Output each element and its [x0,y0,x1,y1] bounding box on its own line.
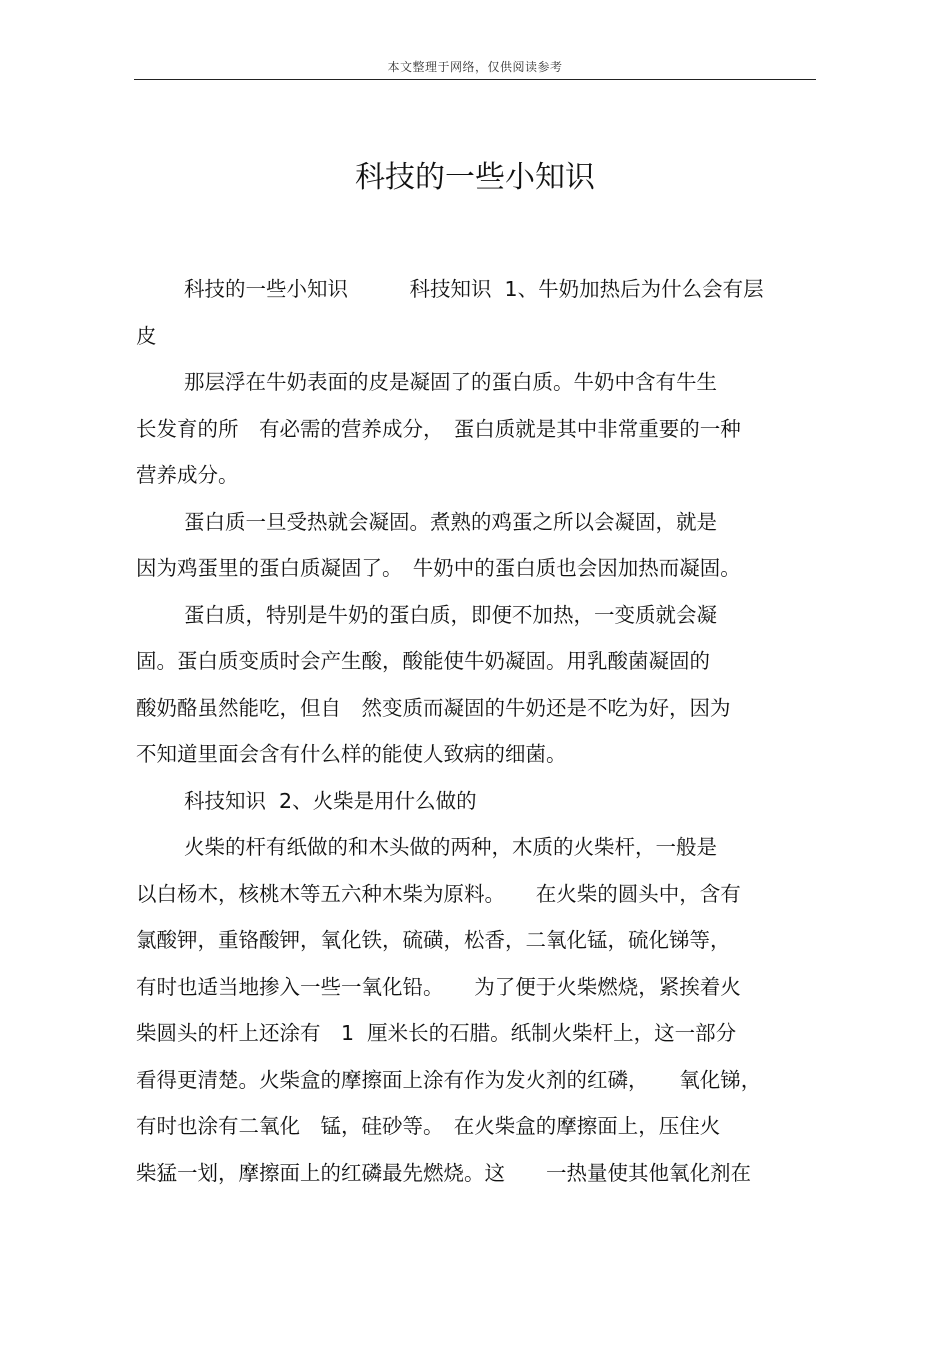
body-line: 有时也涂有二氧化 锰，硅砂等。 在火柴盒的摩擦面上，压住火 [136,1114,721,1138]
body-line: 柴猛一划，摩擦面上的红磷最先燃烧。这 一热量使其他氧化剂在 [136,1160,751,1185]
header-divider [134,79,816,80]
body-line: 蛋白质，特别是牛奶的蛋白质，即便不加热，一变质就会凝 [184,602,717,627]
body-line: 酸奶酪虽然能吃，但自 然变质而凝固的牛奶还是不吃为好，因为 [136,695,731,720]
body-line: 固。蛋白质变质时会产生酸，酸能使牛奶凝固。用乳酸菌凝固的 [136,649,710,673]
document-title: 科技的一些小知识 [355,160,595,195]
body-line: 皮 [136,323,157,348]
body-line: 以白杨木，核桃木等五六种木柴为原料。 在火柴的圆头中，含有 [136,881,741,906]
body-line: 因为鸡蛋里的蛋白质凝固了。 牛奶中的蛋白质也会因加热而凝固。 [136,556,741,580]
body-line: 火柴的杆有纸做的和木头做的两种，木质的火柴杆，一般是 [184,835,717,859]
body-line: 看得更清楚。火柴盒的摩擦面上涂有作为发火剂的红磷， 氧化锑， [136,1067,762,1092]
body-line: 科技的一些小知识 科技知识 1、牛奶加热后为什么会有层 [184,277,764,301]
body-line: 营养成分。 [136,463,239,487]
section-heading-line: 科技知识 2、火柴是用什么做的 [184,788,477,813]
body-line: 氯酸钾，重铬酸钾，氧化铁，硫磺，松香，二氧化锰，硫化锑等， [136,928,731,952]
page-header-text: 本文整理于网络，仅供阅读参考 [387,60,563,74]
body-line: 不知道里面会含有什么样的能使人致病的细菌。 [136,742,567,766]
body-line: 那层浮在牛奶表面的皮是凝固了的蛋白质。牛奶中含有牛生 [184,370,717,394]
body-line: 长发育的所 有必需的营养成分， 蛋白质就是其中非常重要的一种 [136,416,741,441]
body-line: 有时也适当地掺入一些一氧化铅。 为了便于火柴燃烧，紧挨着火 [136,974,741,999]
body-line: 蛋白质一旦受热就会凝固。煮熟的鸡蛋之所以会凝固，就是 [184,509,717,534]
document-body [136,266,816,1196]
body-line: 柴圆头的杆上还涂有 1 厘米长的石腊。纸制火柴杆上，这一部分 [136,1021,737,1045]
